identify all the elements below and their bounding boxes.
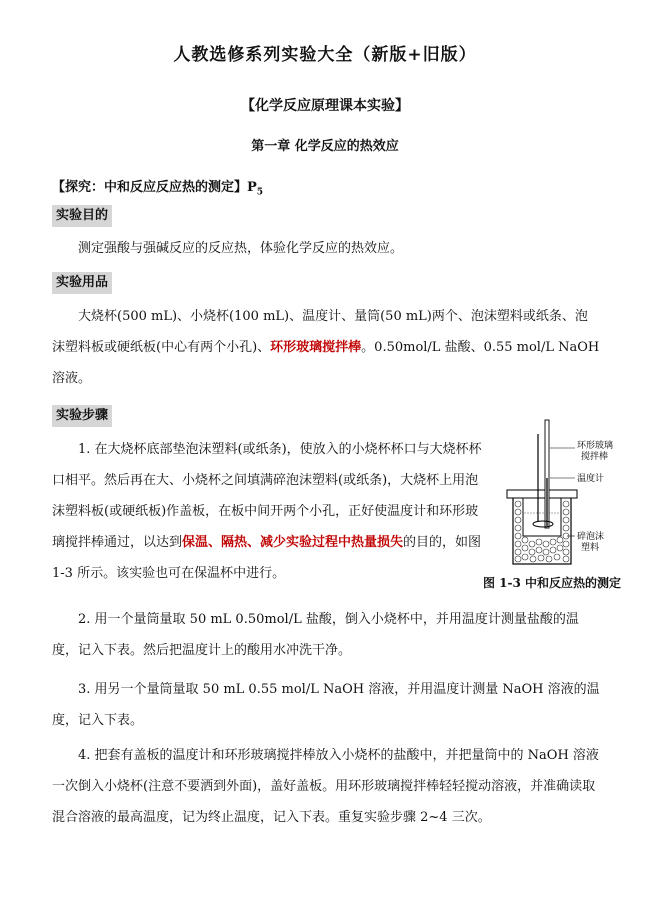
step-4: 4. 把套有盖板的温度计和环形玻璃搅拌棒放入小烧杯的盐酸中，并把量筒中的 NaOH 溶液一次倒入小烧杯(注意不要洒到外面)，盖好盖板。用环形玻璃搅拌棒轻轻搅动溶液，并准确读取混合溶液的最高温度，记为终止温度，记入下表。重复实验步骤 2~4 三次。: [52, 748, 599, 825]
calorimeter-diagram: [505, 418, 645, 578]
materials-text: [52, 301, 600, 394]
document-title: 人教选修系列实验大全（新版+旧版）: [173, 45, 477, 65]
experiment-page-sub: 5: [256, 187, 264, 198]
purpose-label: 实验目的: [52, 205, 112, 227]
experiment-title-text: 【探究：中和反应反应热的测定】P: [52, 180, 257, 195]
experiment-title: [52, 176, 263, 198]
step-2: 2. 用一个量筒量取 50 mL 0.50mol/L 盐酸，倒入小烧杯中，并用温度计测量盐酸的温度，记入下表。然后把温度计上的酸用水冲洗干净。: [52, 612, 579, 658]
label-stirrer-1: 环形玻璃: [577, 441, 614, 451]
figure-caption: 图 1-3 中和反应热的测定: [483, 576, 622, 590]
materials-text-part2: 。0.50mol/L 盐酸、0.55 mol/L NaOH 溶液。: [52, 340, 600, 386]
small-beaker: [523, 498, 561, 536]
steps-label: 实验步骤: [52, 405, 112, 427]
materials-label: 实验用品: [52, 272, 112, 294]
step-1-part2: 的目的，如图1-3 所示。该实验也可在保温杯中进行。: [52, 535, 482, 581]
step-3: 3. 用另一个量筒量取 50 mL 0.55 mol/L NaOH 溶液，并用温度计测量 NaOH 溶液的温度，记入下表。: [52, 682, 600, 728]
label-foam-2: 塑料: [581, 543, 600, 553]
section-title: 【化学反应原理课本实验】: [241, 98, 409, 114]
label-thermometer: 温度计: [577, 474, 605, 484]
materials-text-part1: 大烧杯(500 mL)、小烧杯(100 mL)、温度计、量筒(50 mL)两个、泡沫塑料或纸条、泡沫塑料板或硬纸板(中心有两个小孔)、: [52, 309, 588, 355]
label-stirrer-2: 搅拌棒: [581, 452, 609, 462]
chapter-title: 第一章 化学反应的热效应: [251, 139, 399, 154]
step-1: [52, 434, 484, 589]
purpose-text: 测定强酸与强碱反应的反应热，体验化学反应的热效应。: [78, 241, 404, 256]
label-foam-1: 碎泡沫: [577, 532, 605, 542]
step-1-highlight: 保温、隔热、减少实验过程中热量损失: [182, 535, 404, 550]
lid-board: [507, 490, 577, 498]
materials-highlight: 环形玻璃搅拌棒: [270, 340, 362, 355]
step-1-part1: 1. 在大烧杯底部垫泡沫塑料(或纸条)，使放入的小烧杯杯口与大烧杯杯口相平。然后再在大、小烧杯之间填满碎泡沫塑料(或纸条)，大烧杯上用泡沫塑料板(或硬纸板)作盖板，在板中间开两个小孔，正好使温度计和环形玻璃搅拌棒通过，以达到: [52, 442, 482, 550]
